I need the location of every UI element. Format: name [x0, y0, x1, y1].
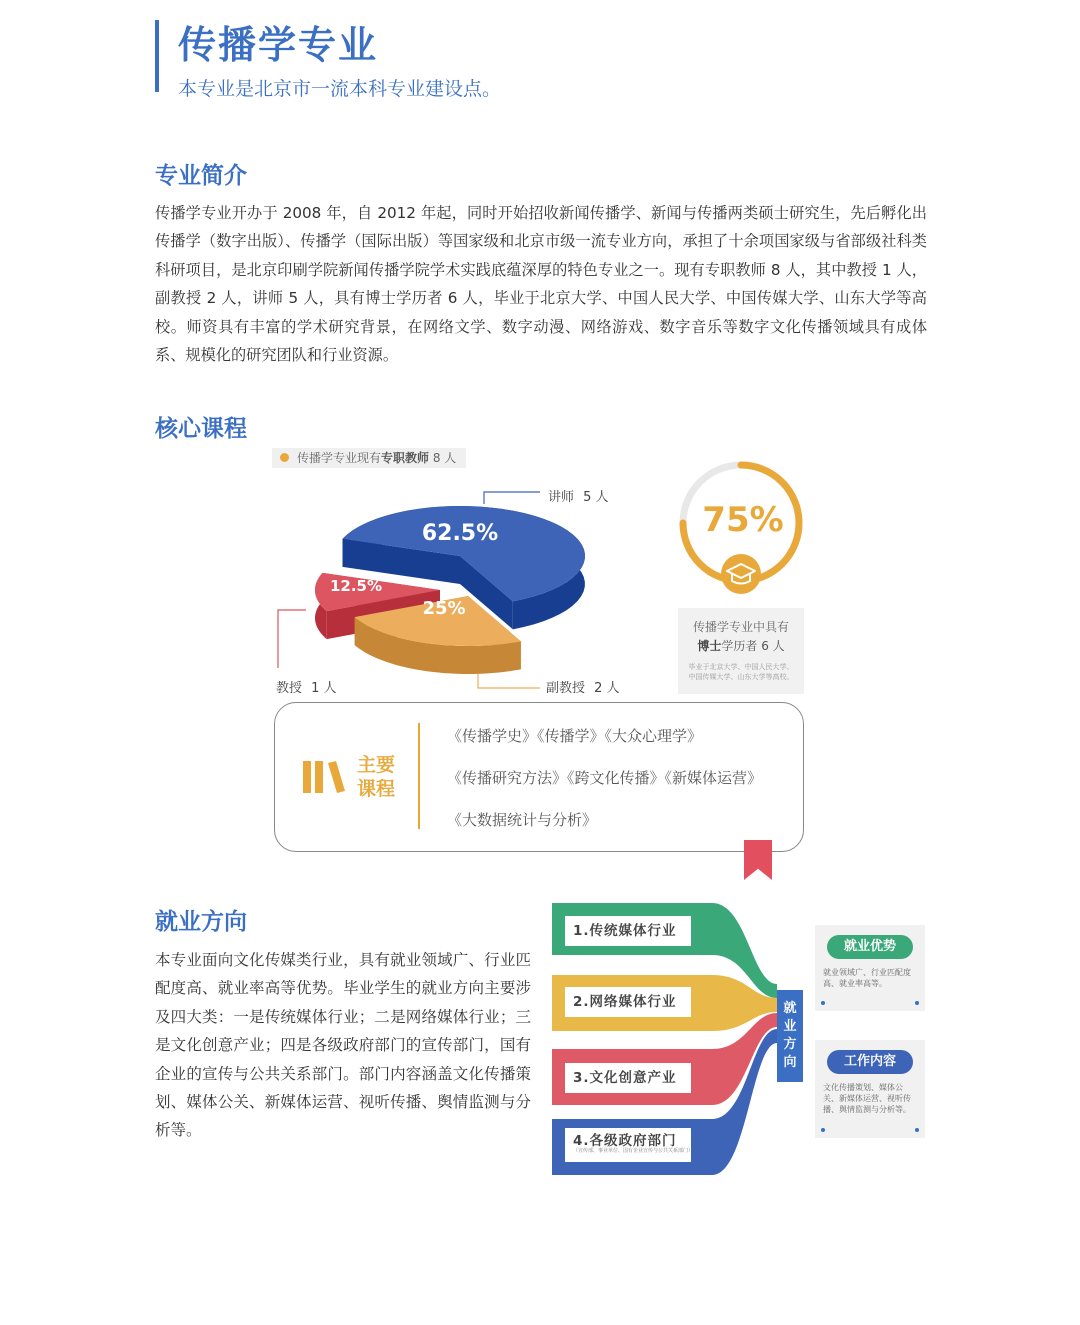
direction-label-4 [565, 1128, 694, 1162]
faculty-tag [272, 448, 466, 468]
tag-suffix: 8 人 [429, 451, 457, 465]
course-line-1: 《传播学史》《传播学》《大众心理学》 [447, 727, 703, 745]
direction-text-3: 3.文化创意产业 [573, 1070, 677, 1086]
pie-label-assoc [546, 677, 619, 696]
assoc-name: 副教授 [546, 681, 586, 696]
pie-label-professor [276, 677, 336, 696]
career-direction-column [777, 990, 803, 1082]
phd-info-card [678, 608, 804, 694]
direction-text-1: 1.传统媒体行业 [573, 923, 677, 939]
assoc-count: 2 人 [594, 681, 620, 696]
work-content-card [815, 1040, 925, 1138]
direction-text-4: 4.各级政府部门 [573, 1133, 677, 1149]
courses-heading [357, 753, 401, 801]
courses-box [274, 702, 804, 852]
pie-leader-line-2 [278, 610, 306, 668]
graduation-cap-icon [721, 554, 761, 594]
phd-percent: 75% [702, 500, 784, 540]
card-dot [915, 1001, 919, 1005]
lecturer-name: 讲师 [548, 490, 575, 505]
section-title-core: 核心课程 [155, 416, 247, 442]
page-subtitle: 本专业是北京市一流本科专业建设点。 [178, 78, 502, 100]
direction-label-1 [565, 916, 691, 946]
pie-value-label-2: 25% [422, 598, 466, 619]
tag-prefix: 传播学专业现有 [297, 451, 382, 465]
career-paragraph: 本专业面向文化传媒类行业，具有就业领域广、行业匹配度高、就业率高等优势。毕业学生的就业方向主要涉及四大类：一是传统媒体行业；二是网络媒体行业；三是文化创意产业；四是各级政府部门的宣传部门，国有企业的宣传与公共关系部门。部门内容涵盖文化传播策划、媒体公关、新媒体运营、视听传播、舆情监测与分析等。 [155, 951, 531, 1140]
pie-leader-line-3 [478, 674, 540, 688]
card-dot [821, 1128, 825, 1132]
work-content-text: 文化传播策划、媒体公关、新媒体运营、视听传播、舆情监测与分析等。 [823, 1083, 911, 1114]
phd-line2-wrap [678, 637, 804, 654]
courses-heading-2: 课程 [357, 778, 396, 800]
lecturer-count: 5 人 [583, 490, 609, 505]
section-title-intro: 专业简介 [155, 163, 247, 189]
page-title: 传播学专业 [178, 23, 379, 67]
courses-heading-1: 主要 [357, 754, 396, 776]
advantage-text: 就业领域广、行业匹配度高、就业率高等。 [823, 968, 911, 988]
pie-value-label-3: 12.5% [329, 577, 383, 595]
tag-bold: 专职教师 [381, 451, 430, 465]
faculty-pie-chart [270, 478, 670, 698]
course-line-2: 《传播研究方法》《跨文化传播》《新媒体运营》 [447, 769, 763, 787]
professor-count: 1 人 [311, 681, 337, 696]
pie-leader-line-1 [484, 492, 540, 504]
intro-paragraph: 传播学专业开办于 2008 年，自 2012 年起，同时开始招收新闻传播学、新闻与传播两类硕士研究生，先后孵化出传播学（数字出版）、传播学（国际出版）等国家级和北京市级一流专业方向，承担了十余项国家级与省部级社科类科研项目，是北京印刷学院新闻传播学院学术实践底蕴深厚的特色专业之一。现有专职教师 8 人，其中教授 1 人，副教授 2 人，讲师 5 人，具有博士学历者 6 人，毕业于北京大学、中国人民大学、中国传媒大学、山东大学等高校。师资具有丰富的学术研究背景，在网络文学、数字动漫、网络游戏、数字音乐等数字文化传播领域具有成体系、规模化的研究团队和行业资源。 [155, 204, 927, 365]
pie-label-lecturer [548, 486, 608, 505]
course-line-3: 《大数据统计与分析》 [447, 811, 598, 829]
professor-name: 教授 [276, 681, 303, 696]
career-column-text: 就 业 方 向 [783, 1001, 797, 1070]
direction-fine-4: （宣传部、事业单位、国有企业宣传与公共关系部门） [573, 1148, 694, 1154]
phd-bold: 博士 [697, 639, 722, 653]
section-title-career: 就业方向 [155, 909, 247, 935]
advantage-card [815, 925, 925, 1011]
courses-divider [418, 723, 420, 829]
direction-text-2: 2.网络媒体行业 [573, 994, 677, 1010]
phd-ring-graphic [675, 460, 807, 595]
advantage-badge: 就业优势 [827, 935, 913, 959]
books-icon [301, 759, 347, 795]
direction-label-2 [565, 987, 691, 1017]
card-dot [821, 1001, 825, 1005]
direction-label-3 [565, 1063, 691, 1093]
work-content-badge: 工作内容 [827, 1050, 913, 1074]
pie-value-label-1: 62.5% [421, 521, 499, 546]
phd-line2: 学历者 6 人 [721, 639, 785, 653]
phd-line1: 传播学专业中具有 [692, 620, 789, 634]
tag-dot-icon [280, 453, 289, 462]
card-dot [915, 1128, 919, 1132]
title-accent-bar [155, 20, 159, 92]
bookmark-ribbon-icon [744, 840, 772, 880]
phd-fine-print: 毕业于北京大学、中国人民大学、中国传媒大学、山东大学等高校。 [688, 663, 794, 681]
